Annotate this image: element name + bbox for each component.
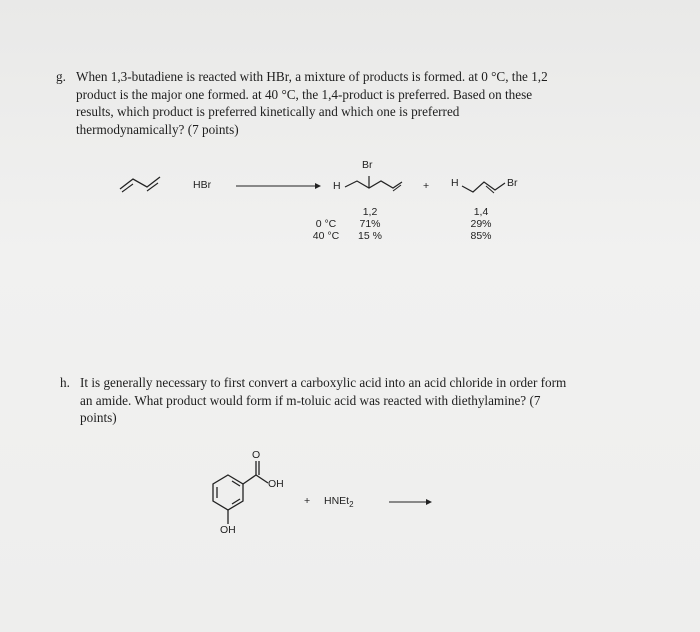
question-g-label: g. xyxy=(56,69,66,84)
plus-sign-h: + xyxy=(304,495,311,507)
col-12-0c: 71% xyxy=(359,218,381,230)
product-14-h-label: H xyxy=(451,177,459,189)
question-h-label: h. xyxy=(60,375,70,390)
ring-oh-label: OH xyxy=(220,524,236,536)
product-12-h-label: H xyxy=(333,180,341,192)
question-h-line-3: points) xyxy=(80,410,117,425)
m-toluic-acid-structure xyxy=(213,461,268,524)
question-g-line-3: results, which product is preferred kinetically and which one is preferred xyxy=(76,104,460,119)
diethylamine-subscript: 2 xyxy=(349,500,354,510)
temp-0: 0 °C xyxy=(315,218,337,230)
butadiene-structure xyxy=(120,177,160,189)
product-12-br-label: Br xyxy=(362,159,373,171)
reagent-hbr: HBr xyxy=(193,179,212,191)
col-14-header: 1,4 xyxy=(473,206,489,218)
question-h-line-2: an amide. What product would form if m-toluic acid was reacted with diethylamine? (7 xyxy=(80,392,541,408)
carbonyl-oxygen-label: O xyxy=(252,449,261,461)
col-12-40c: 15 % xyxy=(358,230,382,242)
acid-oh-label: OH xyxy=(268,478,284,490)
product-14-br-label: Br xyxy=(507,177,518,189)
question-h-line-1: It is generally necessary to first convert a carboxylic acid into an acid chloride in order form xyxy=(80,375,567,390)
col-14-40c: 85% xyxy=(470,230,492,242)
question-g-line-2: product is the major one formed. at 40 °C, the 1,4-product is preferred. Based on these xyxy=(76,86,533,102)
question-h xyxy=(60,374,660,427)
column-12-product xyxy=(353,206,387,242)
product-12-structure xyxy=(345,181,402,188)
col-12-header: 1,2 xyxy=(362,206,378,218)
col-14-0c: 29% xyxy=(470,218,492,230)
temperature-labels xyxy=(306,218,346,242)
diethylamine-label xyxy=(324,495,354,509)
question-g-line-4: thermodynamically? (7 points) xyxy=(76,121,239,137)
diethylamine-prefix: HNEt xyxy=(324,495,350,507)
product-14-structure xyxy=(462,182,505,192)
temp-40: 40 °C xyxy=(312,230,340,242)
question-g-line-1: When 1,3-butadiene is reacted with HBr, a mixture of products is formed. at 0 °C, the 1,2 xyxy=(76,69,548,84)
plus-sign-g: + xyxy=(423,180,430,192)
column-14-product xyxy=(464,206,498,242)
